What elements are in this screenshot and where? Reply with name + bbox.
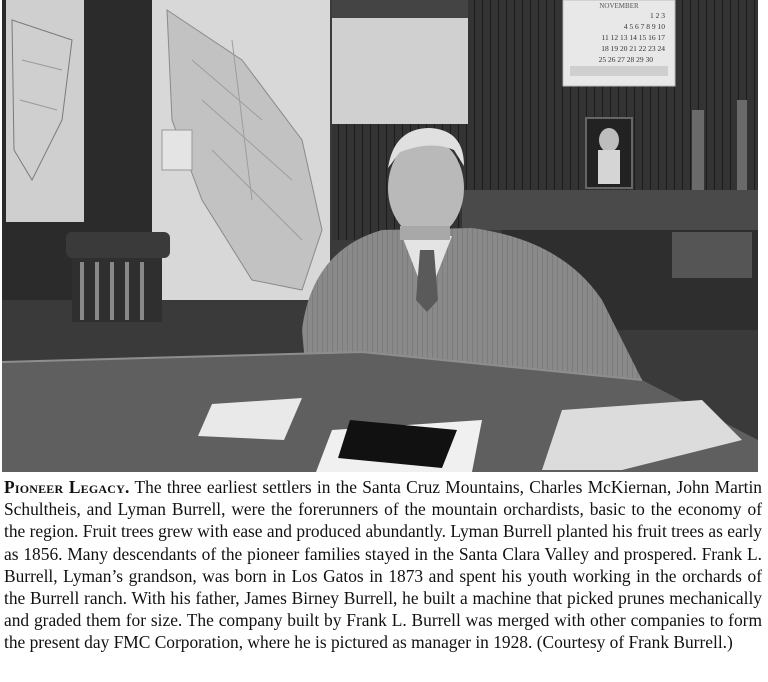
- calendar-row: 18 19 20 21 22 23 24: [601, 44, 665, 53]
- calendar-row: 4 5 6 7 8 9 10: [623, 22, 665, 31]
- calendar-row: 11 12 13 14 15 16 17: [601, 33, 665, 42]
- calendar-row: 25 26 27 28 29 30: [598, 55, 653, 64]
- calendar-row: 1 2 3: [650, 11, 665, 20]
- wall-calendar: [563, 0, 675, 86]
- caption-body: The three earliest settlers in the Santa Cruz Mountains, Charles McKiernan, John Martin Schultheis, and Lyman Burrell, were the forerunners of the mountain orchardists, basic to the economy of the region. Fruit trees grew with ease and produced abundantly. Lyman Burrell planted his fruit trees as early as 1856. Many descendants of the pioneer families stayed in the Santa Clara Valley and prospered. Frank L. Burrell, Lyman’s grandson, was born in Los Gatos in 1873 and spent his youth working in the orchards of the Burrell ranch. With his father, James Birney Burrell, he built a machine that picked prunes mechanically and graded them for size. The company built by Frank L. Burrell was merged with other companies to form the present day FMC Corporation, where he is pictured as manager in 1928. (Courtesy of Frank Burrell.): [4, 477, 762, 653]
- caption-title: Pioneer Legacy.: [4, 477, 130, 497]
- trophy-right: [737, 100, 747, 190]
- wall-map-left: [6, 0, 84, 222]
- trophy-left: [692, 110, 704, 190]
- photo-illustration: [2, 0, 758, 472]
- paper-on-desk: [198, 398, 302, 440]
- calendar-month: NOVEMBER: [599, 2, 639, 10]
- historical-photo: [2, 0, 758, 472]
- wall-board: [332, 18, 468, 124]
- photo-caption: [4, 476, 762, 654]
- office-chair: [66, 232, 170, 322]
